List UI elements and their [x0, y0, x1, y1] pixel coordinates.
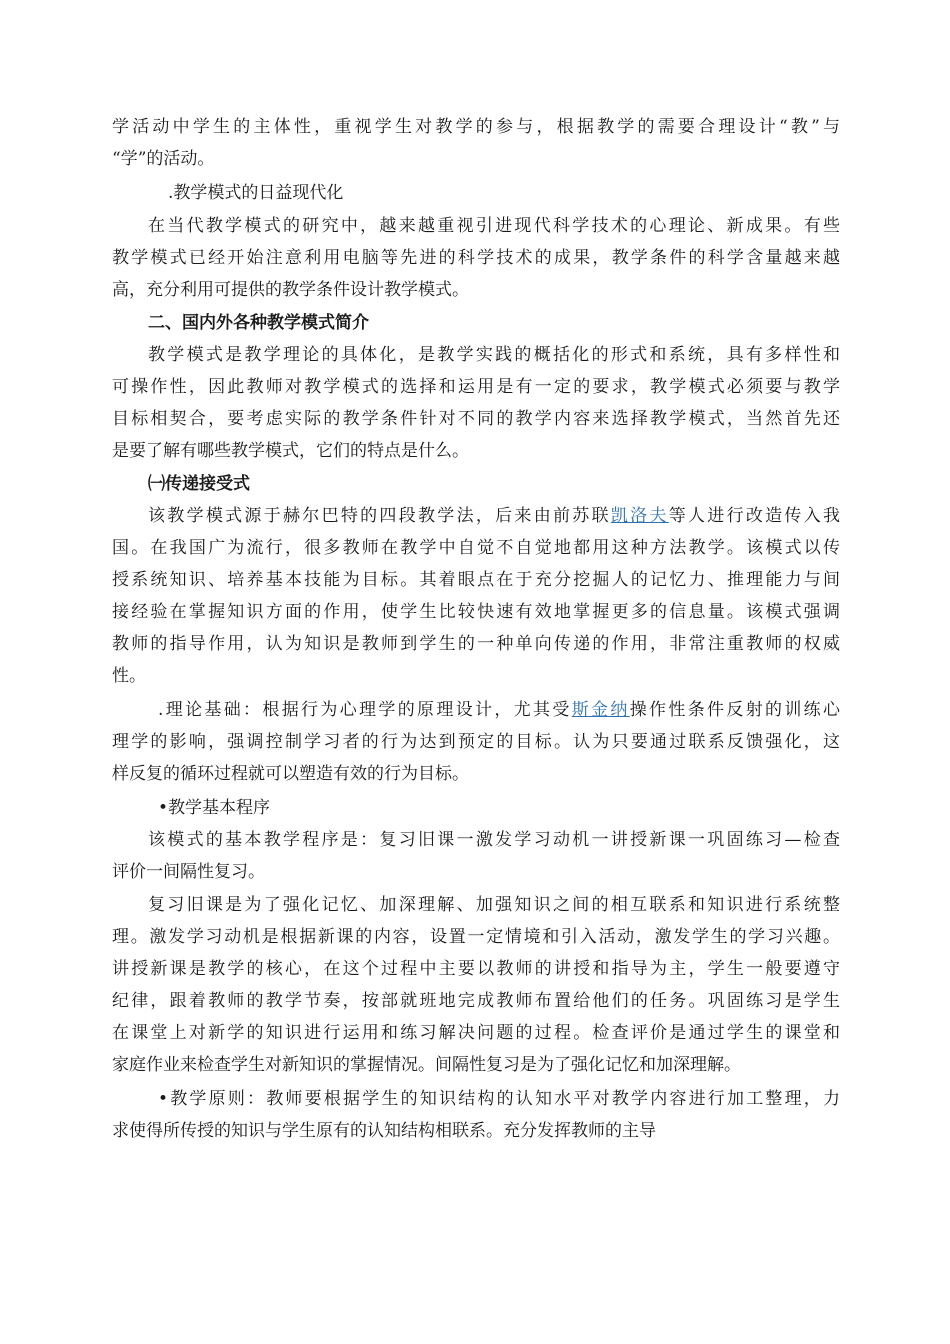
paragraph-line: 教师的指导作用，认为知识是教师到学生的一种单向传递的作用，非常注重教师的权威 [112, 634, 840, 654]
text-segment: 等人进行改造传入我 [668, 506, 841, 526]
paragraph-line [158, 697, 840, 723]
paragraph-line: 高，充分利用可提供的教学条件设计教学模式。 [112, 280, 469, 300]
paragraph-line: 是要了解有哪些教学模式，它们的特点是什么。 [112, 441, 469, 461]
paragraph-line: 目标相契合，要考虑实际的教学条件针对不同的教学内容来选择教学模式，当然首先还 [112, 409, 840, 429]
paragraph-line: 授系统知识、培养基本技能为目标。其着眼点在于充分挖掘人的记忆力、推理能力与间 [112, 570, 840, 590]
paragraph-line: 家庭作业来检查学生对新知识的掌握情况。间隔性复习是为了强化记忆和加深理解。 [112, 1055, 741, 1075]
paragraph-line: 学活动中学生的主体性，重视学生对教学的参与，根据教学的需要合理设计“教”与 [112, 117, 840, 137]
paragraph-line: “学”的活动。 [112, 149, 215, 169]
paragraph-line: 样反复的循环过程就可以塑造有效的行为目标。 [112, 764, 469, 784]
section-heading: 二、国内外各种教学模式简介 [148, 313, 369, 333]
paragraph-line: 性。 [112, 666, 146, 686]
paragraph-line: 求使得所传授的知识与学生原有的认知结构相联系。充分发挥教师的主导 [112, 1121, 656, 1141]
paragraph-line: 教学模式是教学理论的具体化，是教学实践的概括化的形式和系统，具有多样性和 [148, 345, 840, 365]
paragraph-line: 该模式的基本教学程序是：复习旧课一激发学习动机一讲授新课一巩固练习—检查 [148, 830, 840, 850]
paragraph-line: 可操作性，因此教师对教学模式的选择和运用是有一定的要求，教学模式必须要与教学 [112, 377, 840, 397]
link-kailuofu[interactable]: 凯洛夫 [610, 506, 669, 526]
text-segment: 操作性条件反射的训练心 [629, 700, 841, 720]
text-segment: .理论基础：根据行为心理学的原理设计，尤其受 [158, 700, 572, 720]
bullet-heading: •教学基本程序 [158, 798, 271, 818]
paragraph-line: 接经验在掌握知识方面的作用，使学生比较快速有效地掌握更多的信息量。该模式强调 [112, 602, 840, 622]
paragraph-line: 理学的影响，强调控制学习者的行为达到预定的目标。认为只要通过联系反馈强化，这 [112, 732, 840, 752]
paragraph-line: 在当代教学模式的研究中，越来越重视引进现代科学技术的心理论、新成果。有些 [148, 216, 840, 236]
paragraph-line: 在课堂上对新学的知识进行运用和练习解决问题的过程。检查评价是通过学生的课堂和 [112, 1023, 840, 1043]
paragraph-line: 评价一间隔性复习。 [112, 862, 265, 882]
paragraph-line: 复习旧课是为了强化记忆、加深理解、加强知识之间的相互联系和知识进行系统整 [148, 895, 840, 915]
link-sijinna[interactable]: 斯金纳 [571, 700, 630, 720]
paragraph-line: 教学模式已经开始注意利用电脑等先进的科学技术的成果，教学条件的科学含量越来越 [112, 248, 840, 268]
paragraph-line: 纪律，跟着教师的教学节奏，按部就班地完成教师布置给他们的任务。巩固练习是学生 [112, 991, 840, 1011]
text-segment: 该教学模式源于赫尔巴特的四段教学法，后来由前苏联 [148, 506, 611, 526]
subsection-heading: ㈠传递接受式 [148, 474, 250, 494]
paragraph-line: 国。在我国广为流行，很多教师在教学中自觉不自觉地都用这种方法教学。该模式以传 [112, 538, 840, 558]
subheading: .教学模式的日益现代化 [168, 183, 344, 203]
paragraph-line: 理。激发学习动机是根据新课的内容，设置一定情境和引入活动，激发学生的学习兴趣。 [112, 927, 840, 947]
paragraph-line: •教学原则：教师要根据学生的知识结构的认知水平对教学内容进行加工整理，力 [158, 1089, 840, 1109]
paragraph-line [148, 503, 840, 529]
paragraph-line: 讲授新课是教学的核心，在这个过程中主要以教师的讲授和指导为主，学生一般要遵守 [112, 959, 840, 979]
